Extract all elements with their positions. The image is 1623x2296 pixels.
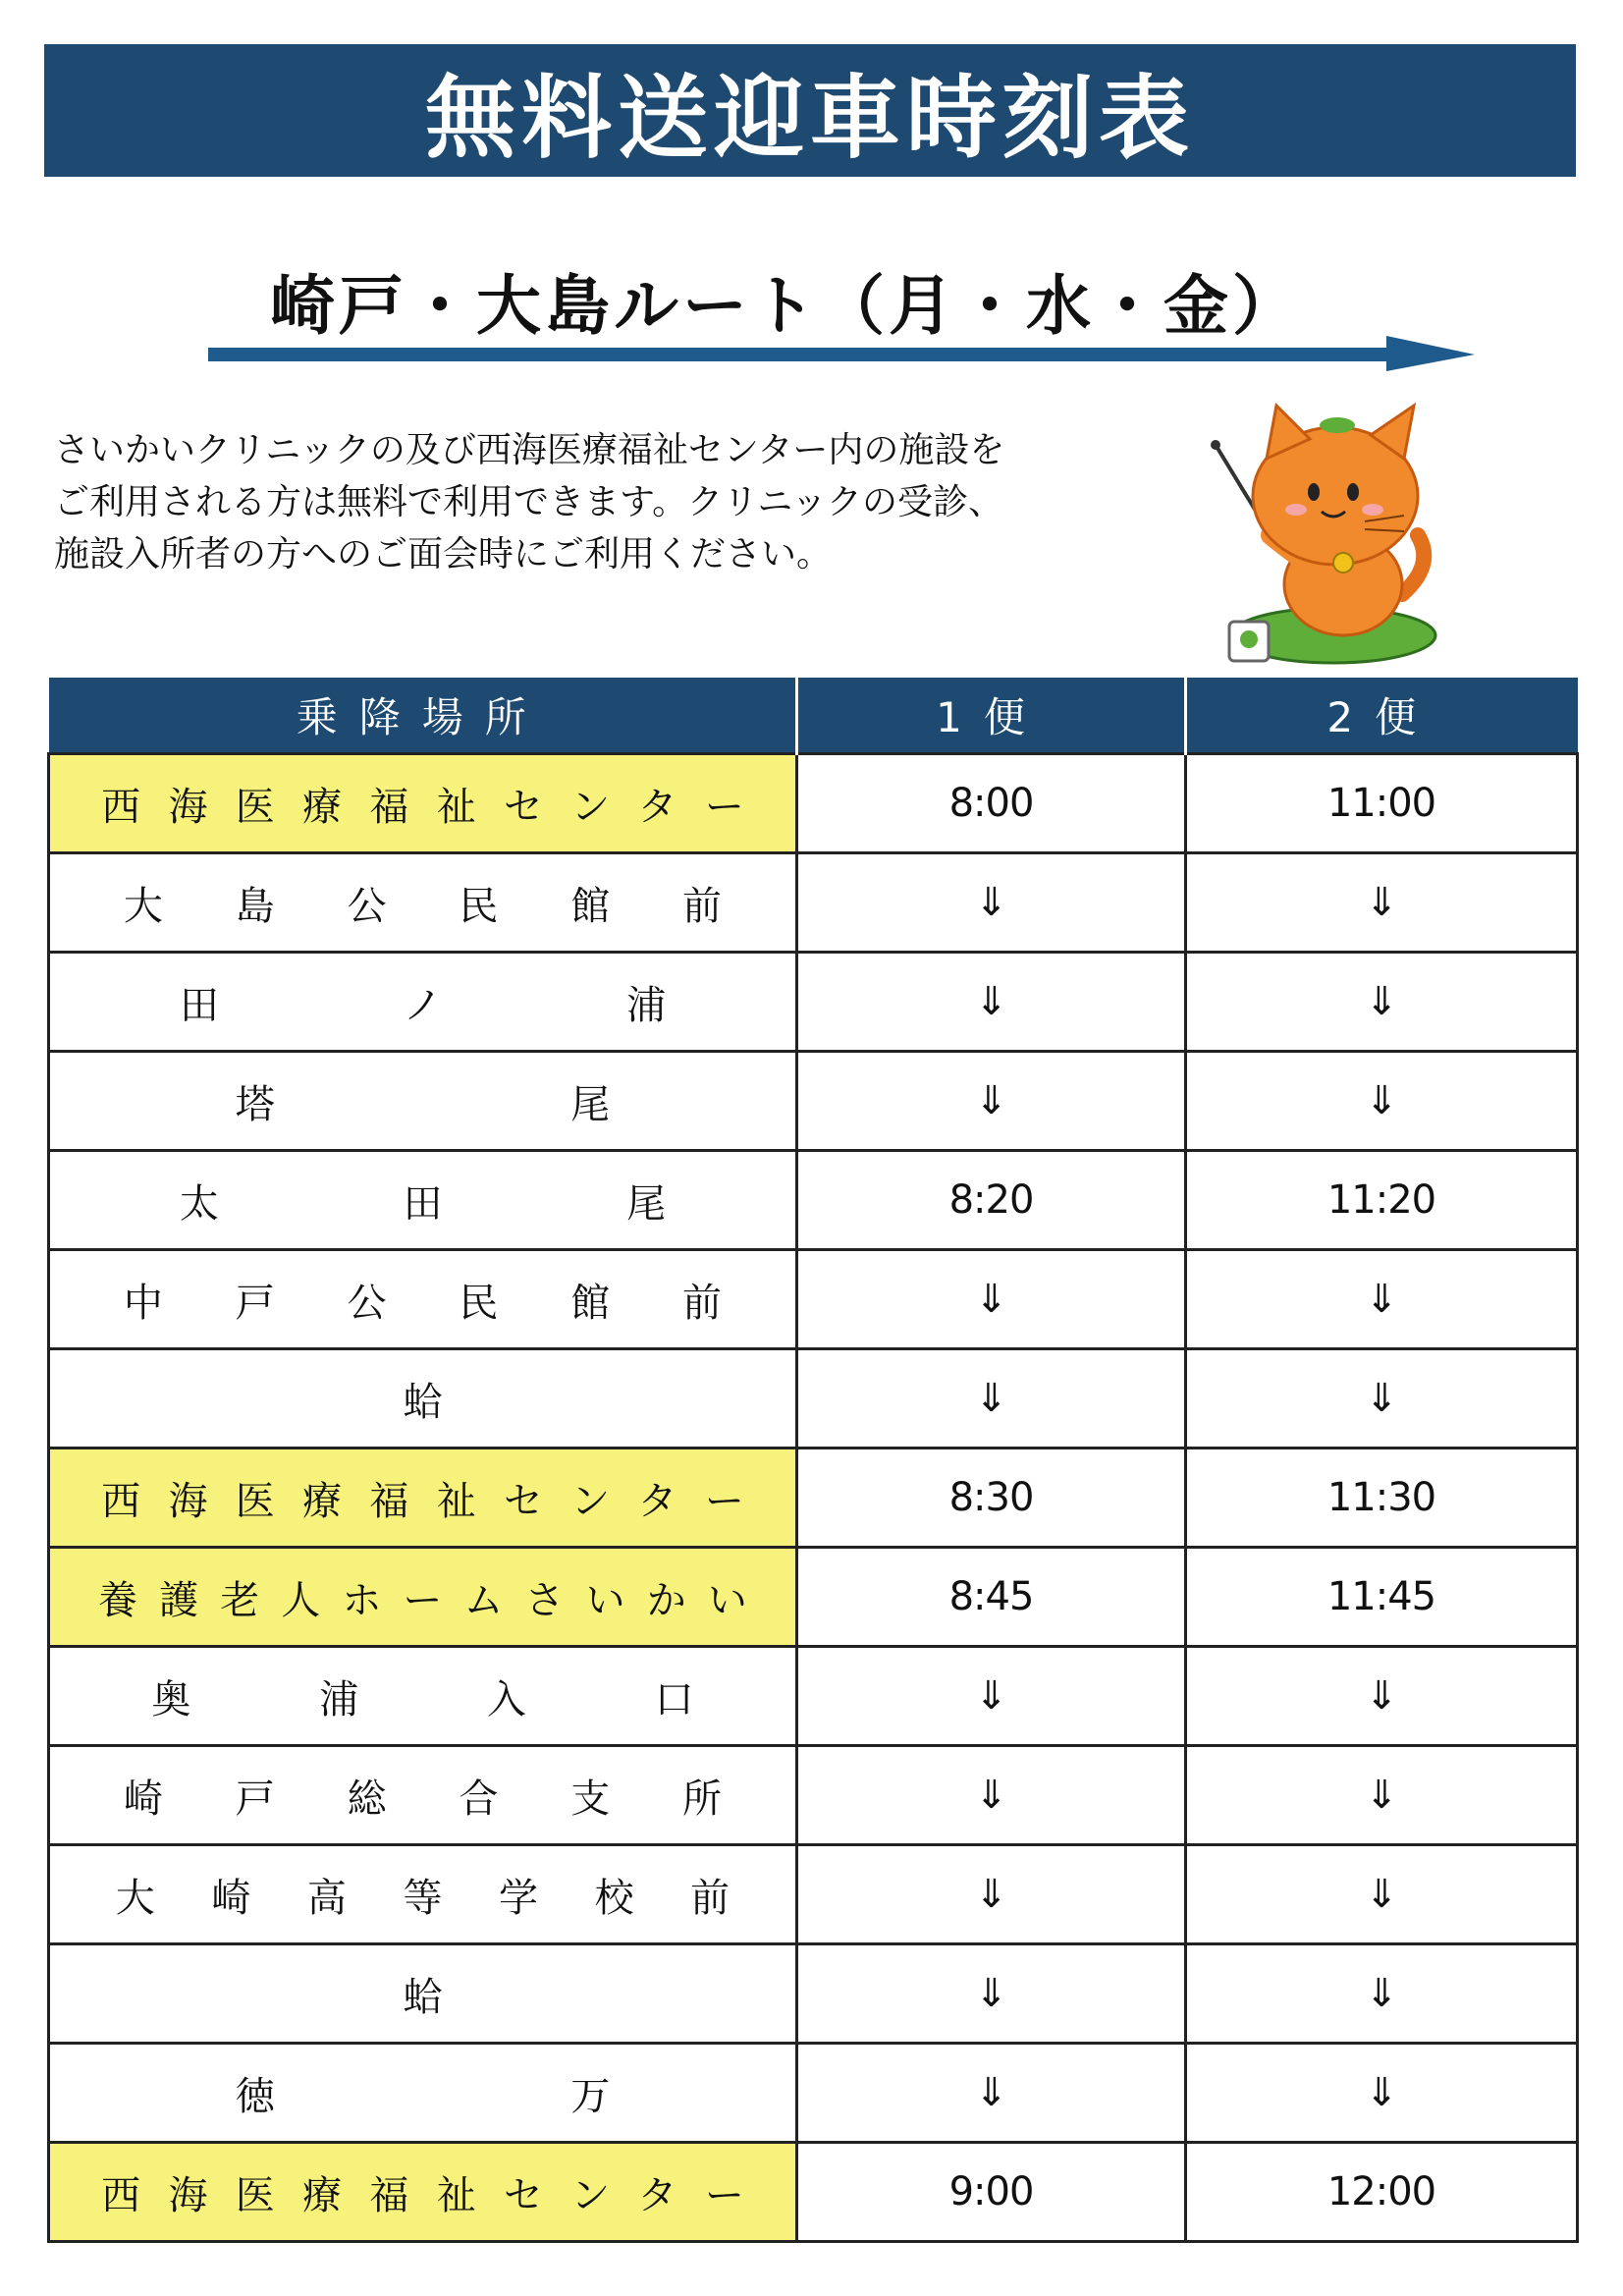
table-row xyxy=(49,2044,1578,2143)
table-row xyxy=(49,1250,1578,1349)
stop-name: 中 戸 公 民 館 前 xyxy=(123,1280,723,1326)
stop-name: 田 ノ 浦 xyxy=(179,982,667,1028)
stop-name: 崎 戸 総 合 支 所 xyxy=(123,1776,723,1822)
trip-2-time: ⇓ xyxy=(1186,1250,1578,1349)
stop-cell xyxy=(49,1647,797,1746)
intro-line: さいかいクリニックの及び西海医療福祉センター内の施設を xyxy=(54,430,1005,470)
stop-name: 西 海 医 療 福 祉 セ ン タ ー xyxy=(101,784,744,830)
table-row xyxy=(49,2143,1578,2242)
table-row xyxy=(49,1746,1578,1845)
trip-1-time: ⇓ xyxy=(797,953,1186,1052)
stop-name: 大 崎 高 等 学 校 前 xyxy=(115,1875,730,1921)
trip-2-time: 12:00 xyxy=(1186,2143,1578,2242)
stop-name: 養 護 老 人 ホ ー ム さ い か い xyxy=(98,1577,747,1623)
trip-1-time: ⇓ xyxy=(797,2044,1186,2143)
stop-name: 蛤 xyxy=(403,1379,443,1425)
trip-1-time: 8:45 xyxy=(797,1548,1186,1647)
stop-name: 西 海 医 療 福 祉 セ ン タ ー xyxy=(101,2172,744,2218)
stop-name: 徳 万 xyxy=(235,2073,611,2119)
trip-2-time: 11:45 xyxy=(1186,1548,1578,1647)
trip-2-time: ⇓ xyxy=(1186,853,1578,953)
trip-2-time: ⇓ xyxy=(1186,1944,1578,2044)
trip-2-time: ⇓ xyxy=(1186,1349,1578,1449)
table-row xyxy=(49,1647,1578,1746)
trip-2-time: ⇓ xyxy=(1186,1845,1578,1944)
intro-text xyxy=(54,424,1173,580)
stop-name: 太 田 尾 xyxy=(179,1180,667,1227)
column-header-trip-1: 1便 xyxy=(797,678,1186,754)
trip-2-time: ⇓ xyxy=(1186,2044,1578,2143)
route-title: 崎戸・大島ルート（月・水・金） xyxy=(270,268,1301,344)
stop-cell xyxy=(49,1944,797,2044)
stop-cell xyxy=(49,2044,797,2143)
trip-2-time: ⇓ xyxy=(1186,953,1578,1052)
stop-cell xyxy=(49,2143,797,2242)
column-header-trip-2: 2便 xyxy=(1186,678,1578,754)
table-row xyxy=(49,1449,1578,1548)
stop-cell xyxy=(49,953,797,1052)
page-title-banner xyxy=(44,44,1576,177)
table-row xyxy=(49,953,1578,1052)
stop-name: 大 島 公 民 館 前 xyxy=(123,883,723,929)
table-row xyxy=(49,1548,1578,1647)
trip-1-time: ⇓ xyxy=(797,853,1186,953)
stop-name: 奥 浦 入 口 xyxy=(151,1676,694,1722)
orange-cat-mascot-icon xyxy=(1208,388,1443,673)
intro-line: 施設入所者の方へのご面会時にご利用ください。 xyxy=(54,534,833,574)
table-row xyxy=(49,1151,1578,1250)
trip-2-time: ⇓ xyxy=(1186,1746,1578,1845)
trip-1-time: 8:00 xyxy=(797,754,1186,853)
stop-name: 塔 尾 xyxy=(235,1081,611,1127)
trip-1-time: 8:20 xyxy=(797,1151,1186,1250)
trip-1-time: ⇓ xyxy=(797,1746,1186,1845)
column-header-stop: 乗降場所 xyxy=(49,678,797,754)
timetable xyxy=(47,678,1579,2243)
stop-cell xyxy=(49,1151,797,1250)
trip-1-time: ⇓ xyxy=(797,1250,1186,1349)
table-row xyxy=(49,754,1578,853)
stop-name: 西 海 医 療 福 祉 セ ン タ ー xyxy=(101,1478,744,1524)
stop-cell xyxy=(49,1746,797,1845)
table-header-row xyxy=(49,678,1578,754)
trip-1-time: ⇓ xyxy=(797,1647,1186,1746)
trip-1-time: 9:00 xyxy=(797,2143,1186,2242)
trip-1-time: ⇓ xyxy=(797,1845,1186,1944)
intro-line: ご利用される方は無料で利用できます。クリニックの受診、 xyxy=(54,482,1003,522)
stop-cell xyxy=(49,1349,797,1449)
route-arrow-icon xyxy=(208,334,1485,373)
stop-cell xyxy=(49,1052,797,1151)
table-row xyxy=(49,1349,1578,1449)
trip-1-time: ⇓ xyxy=(797,1349,1186,1449)
table-row xyxy=(49,1944,1578,2044)
table-row xyxy=(49,1052,1578,1151)
trip-2-time: ⇓ xyxy=(1186,1647,1578,1746)
stop-cell xyxy=(49,754,797,853)
stop-cell xyxy=(49,1250,797,1349)
stop-cell xyxy=(49,853,797,953)
stop-cell xyxy=(49,1548,797,1647)
table-row xyxy=(49,1845,1578,1944)
trip-2-time: 11:30 xyxy=(1186,1449,1578,1548)
trip-2-time: 11:20 xyxy=(1186,1151,1578,1250)
trip-1-time: ⇓ xyxy=(797,1944,1186,2044)
table-row xyxy=(49,853,1578,953)
stop-cell xyxy=(49,1845,797,1944)
stop-cell xyxy=(49,1449,797,1548)
page-title: 無料送迎車時刻表 xyxy=(424,65,1195,171)
stop-name: 蛤 xyxy=(403,1974,443,2020)
trip-2-time: ⇓ xyxy=(1186,1052,1578,1151)
trip-2-time: 11:00 xyxy=(1186,754,1578,853)
trip-1-time: ⇓ xyxy=(797,1052,1186,1151)
trip-1-time: 8:30 xyxy=(797,1449,1186,1548)
